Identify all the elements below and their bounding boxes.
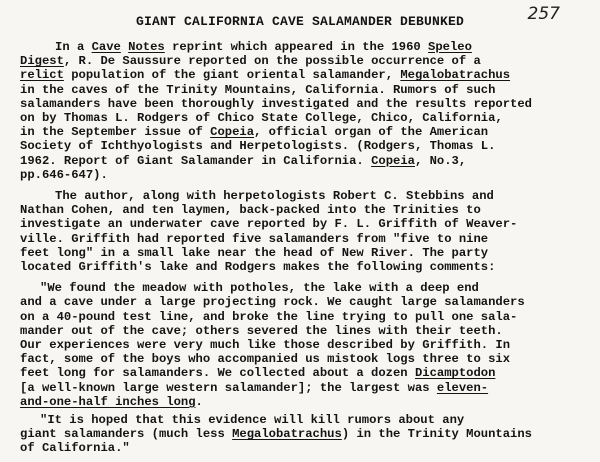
text-line: Society of Ichthyologists and Herpetologists. (Rodgers, Thomas L.: [20, 139, 496, 154]
paragraph-intro: [20, 40, 590, 182]
underlined-text: Copeia: [371, 153, 415, 168]
underlined-text: relict: [20, 68, 64, 83]
text-line: giant salamanders (much less Megalobatrachus) in the Trinity Mountains: [20, 427, 532, 442]
quote-conclusion: [20, 413, 590, 456]
text-line: mander out of the cave; others severed the lines with their teeth.: [20, 323, 503, 338]
text-line: on by Thomas L. Rodgers of Chico State College, Chico, California,: [20, 111, 503, 126]
text-line: fact, some of the boys who accompanied us mistook logs three to six: [20, 352, 511, 367]
text-line: located Griffith's lake and Rodgers makes the following comments:: [20, 260, 496, 275]
underlined-text: Notes: [128, 40, 165, 54]
text-line: 1962. Report of Giant Salamander in California. Copeia, No.3,: [20, 153, 467, 168]
underlined-text: Megalobatrachus: [232, 427, 342, 442]
underlined-text: Megalobatrachus: [400, 68, 511, 83]
underlined-text: Copeia: [210, 125, 255, 140]
text-line: feet long" in a small lake near the head of New River. The party: [20, 245, 489, 260]
underlined-text: Dicamptodon: [414, 366, 496, 381]
text-line: relict population of the giant oriental salamander, Megalobatrachus: [20, 68, 511, 83]
text-line: in the September issue of Copeia, official organ of the American: [20, 125, 489, 140]
underlined-text: Cave: [91, 40, 121, 54]
text-line: investigate an underwater cave reported by F. L. Griffith of Weaver-: [20, 217, 518, 232]
text-line: and-one-half inches long.: [20, 394, 203, 409]
text-line: Our experiences were very much like those described by Griffith. In: [20, 338, 511, 353]
text-line: ville. Griffith had reported five salamanders from "five to nine: [20, 231, 489, 246]
text-line: and a cave under a large projecting rock. We caught large salamanders: [20, 295, 525, 310]
underlined-text: Speleo: [428, 40, 472, 54]
text-line: The author, along with herpetologists Robert C. Stebbins and: [55, 189, 494, 204]
paragraph-expedition: [20, 189, 590, 274]
text-line: Digest, R. De Saussure reported on the possible occurrence of a: [20, 54, 481, 69]
text-line: of California.": [20, 441, 130, 456]
text-line: "We found the meadow with potholes, the lake with a deep end: [40, 281, 479, 296]
text-line: pp.646-647).: [20, 167, 108, 182]
underlined-text: eleven-: [436, 380, 489, 395]
text-line: in the caves of the Trinity Mountains, California. Rumors of such: [20, 82, 496, 97]
page-number: 257: [527, 4, 560, 24]
underlined-text: and-one-half inches long: [20, 394, 196, 409]
text-line: "It is hoped that this evidence will kill rumors about any: [40, 413, 465, 428]
text-line: feet long for salamanders. We collected about a dozen Dicamptodon: [20, 366, 496, 381]
quote-rodgers: [20, 281, 590, 409]
text-line: In a Cave Notes reprint which appeared in the 1960 Speleo: [55, 40, 472, 54]
article-title: GIANT CALIFORNIA CAVE SALAMANDER DEBUNKED: [135, 14, 465, 29]
text-line: salamanders have been thoroughly investigated and the results reported: [20, 96, 532, 111]
underlined-text: Digest: [20, 54, 64, 69]
text-line: [a well-known large western salamander]; the largest was eleven-: [20, 380, 489, 395]
text-line: on a 40-pound test line, and broke the line trying to pull one sala-: [20, 309, 518, 324]
article-body: [20, 40, 590, 460]
text-line: Nathan Cohen, and ten laymen, back-packed into the Trinities to: [20, 203, 481, 218]
